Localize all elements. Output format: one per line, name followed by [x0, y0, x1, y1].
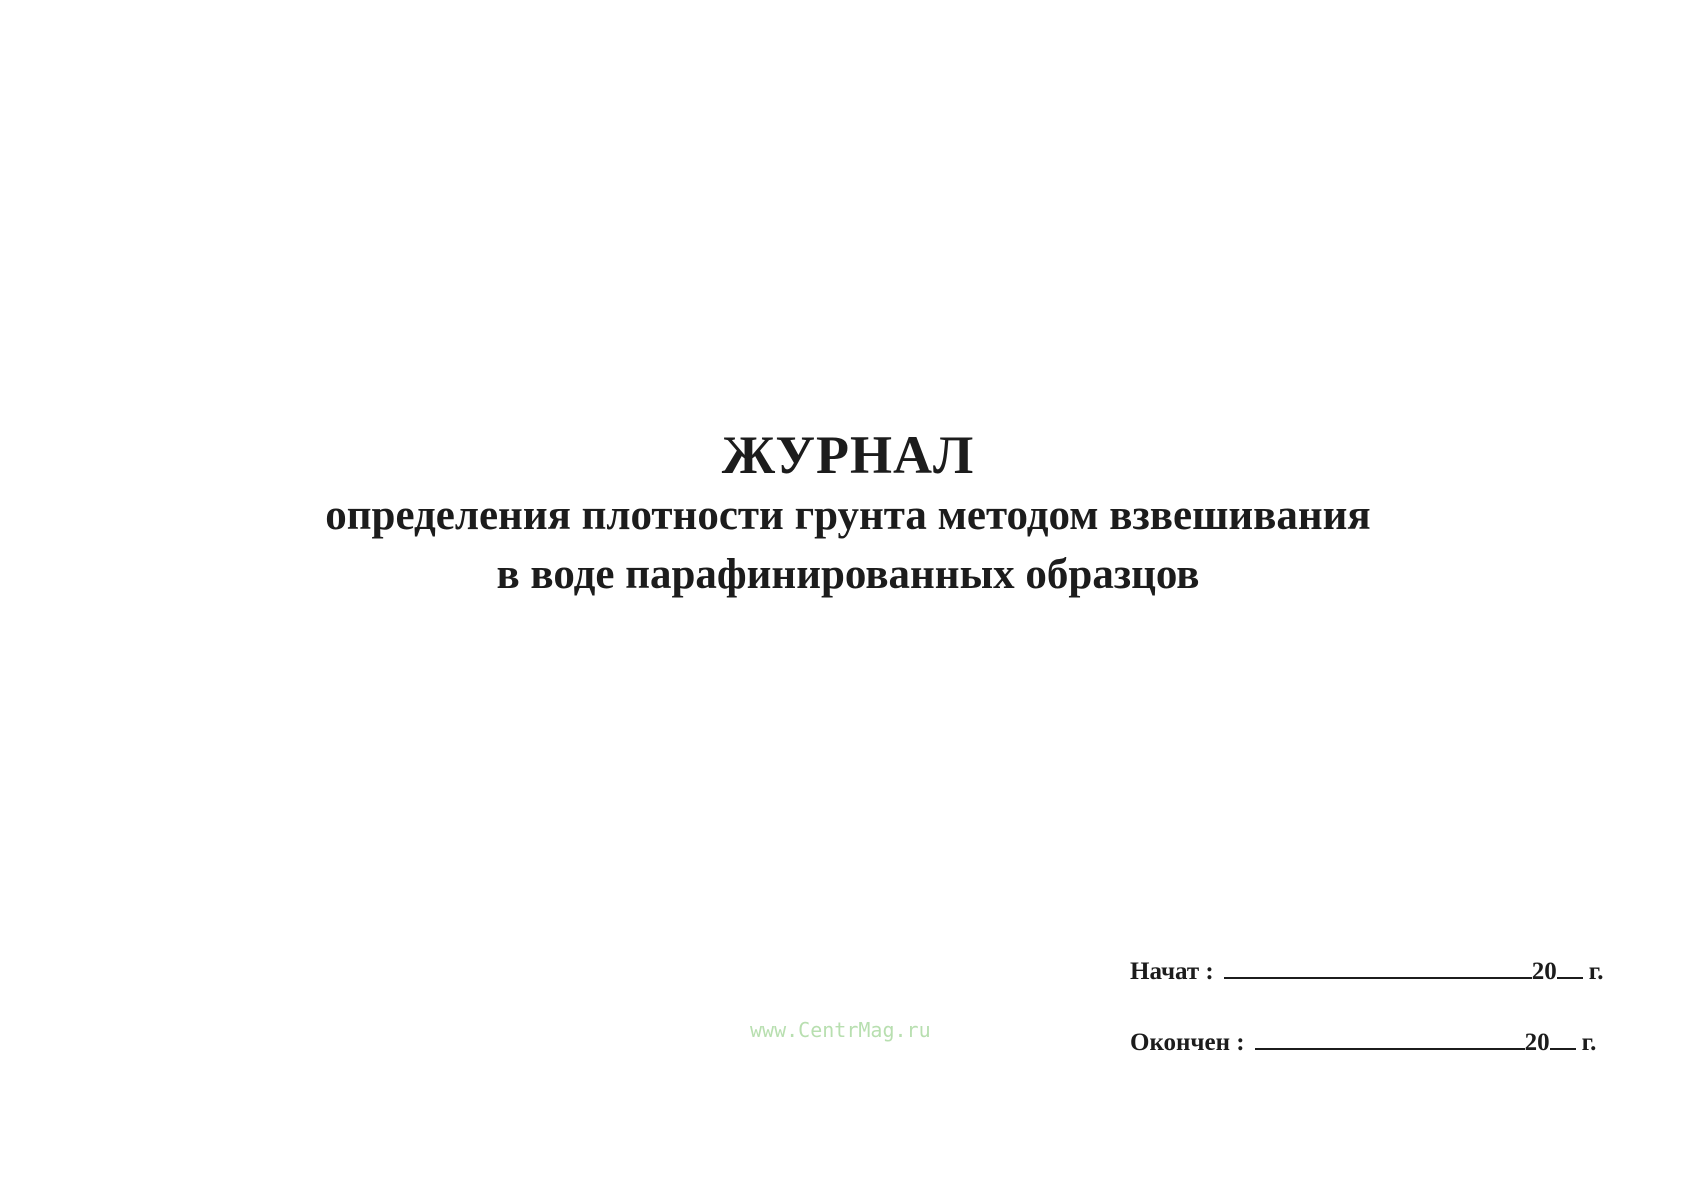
document-title: ЖУРНАЛ	[721, 425, 975, 485]
finished-date-blank	[1255, 1026, 1525, 1050]
document-subtitle-line-1: определения плотности грунта методом взвешивания	[325, 492, 1371, 539]
finished-label: Окончен :	[1130, 1029, 1245, 1056]
watermark: www.CentrMag.ru	[750, 1018, 931, 1042]
started-year-blank	[1557, 955, 1583, 979]
started-year-prefix: 20	[1531, 958, 1557, 985]
finished-year-blank	[1550, 1026, 1576, 1050]
started-date-row	[1130, 955, 1604, 991]
finished-date-row	[1130, 1026, 1604, 1062]
finished-year-suffix: г.	[1581, 1029, 1597, 1056]
document-title-block	[0, 423, 1696, 605]
document-subtitle-line-2: в воде парафинированных образцов	[496, 551, 1200, 598]
finished-year-prefix: 20	[1524, 1029, 1550, 1056]
date-fields	[1130, 955, 1604, 1062]
started-label: Начат :	[1130, 958, 1214, 985]
started-date-blank	[1224, 955, 1532, 979]
started-year-suffix: г.	[1588, 958, 1604, 985]
